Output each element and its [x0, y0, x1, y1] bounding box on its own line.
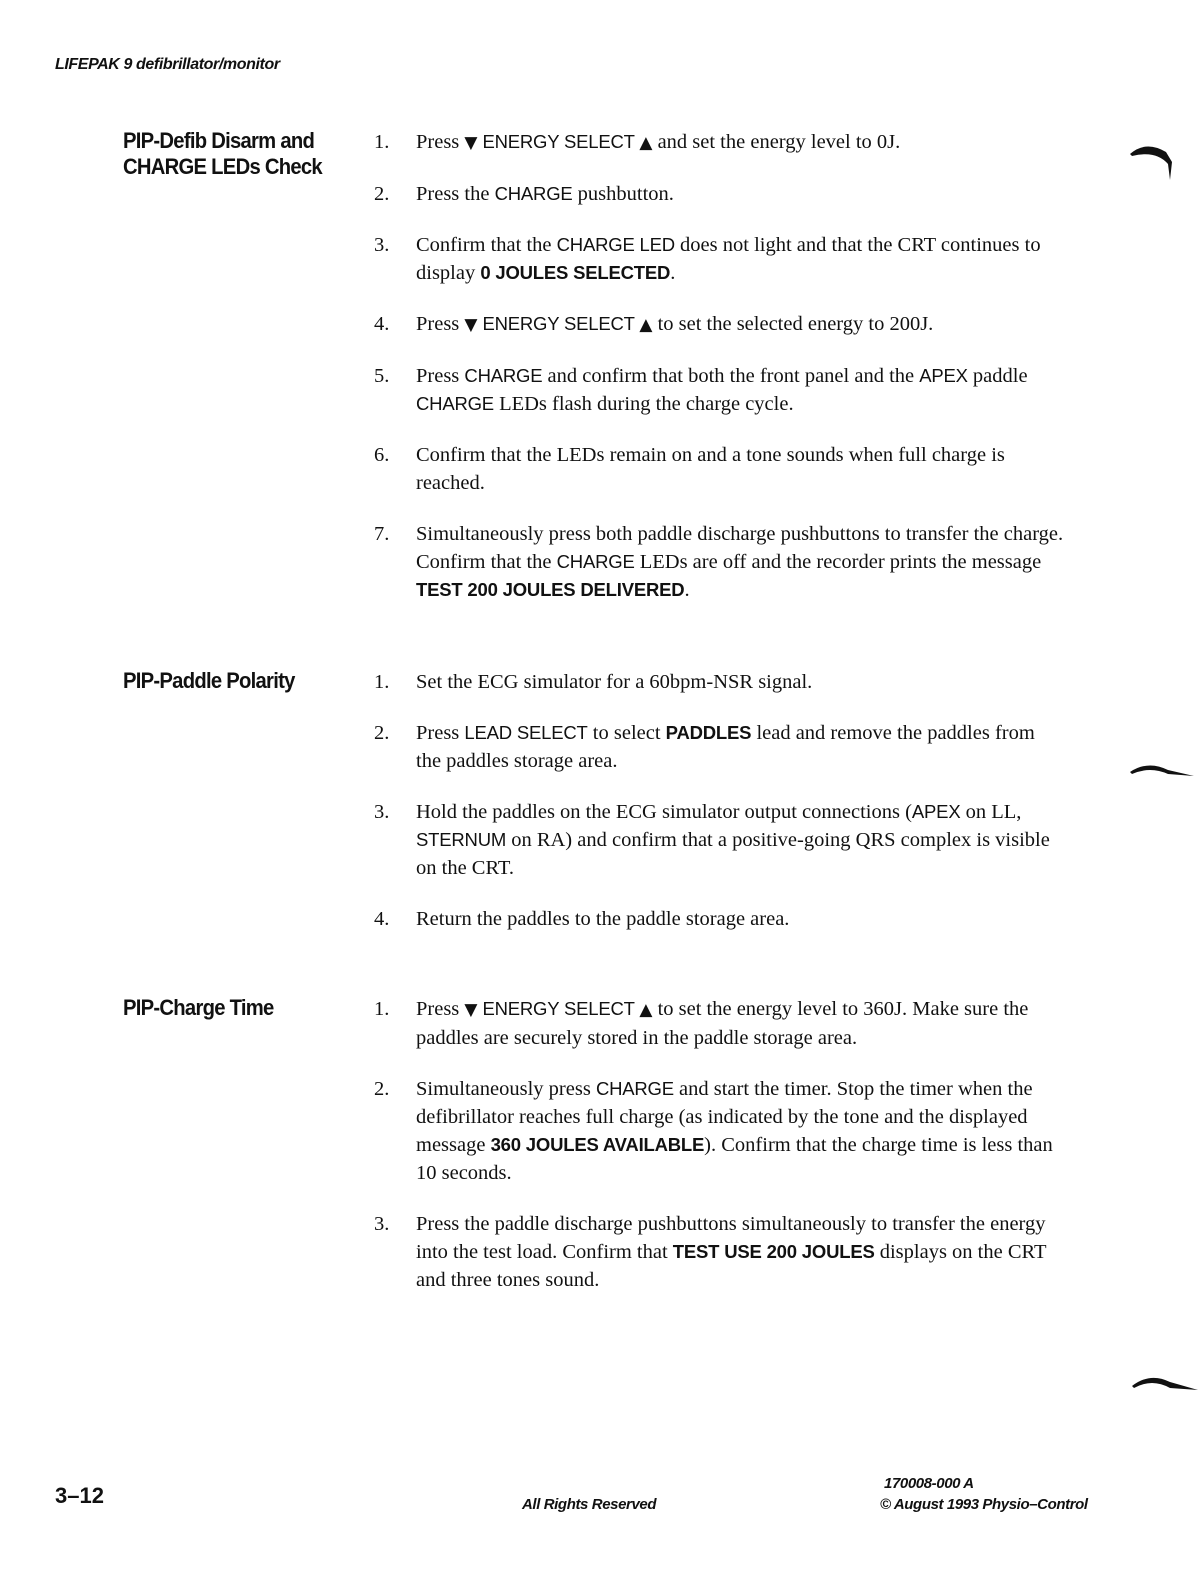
step-number: 4. — [374, 313, 390, 335]
step-text: Confirm that the — [416, 234, 557, 256]
step-text: Confirm that the LEDs remain on and a tone sounds when full charge is reached. — [416, 444, 1005, 494]
control-label: CHARGE — [464, 365, 543, 386]
binder-hole-mark-icon — [1128, 760, 1198, 785]
step-text: to set the selected energy to 200J. — [652, 313, 934, 335]
running-header: LIFEPAK 9 defibrillator/monitor — [55, 56, 280, 73]
control-label: ENERGY SELECT — [477, 998, 640, 1019]
step-text: Simultaneously press — [416, 1078, 596, 1100]
section-title: PIP-Charge Time — [123, 995, 274, 1020]
control-label: CHARGE — [556, 551, 635, 572]
step-text: lead and remove the paddles from the paddles storage area. — [416, 722, 1035, 772]
step-item — [374, 231, 1064, 287]
step-item — [374, 719, 1064, 775]
step-text: and confirm that both the front panel and the — [542, 365, 920, 387]
step-list — [374, 995, 1064, 1317]
control-label: ENERGY SELECT — [477, 313, 640, 334]
up-triangle-icon: ▲ — [639, 133, 653, 153]
control-label: CHARGE LED — [556, 234, 675, 255]
step-text: to set the energy level to 360J. Make sure the paddles are securely stored in the paddle storage area. — [416, 998, 1029, 1049]
display-message: TEST USE 200 JOULES — [672, 1241, 875, 1262]
step-item — [374, 180, 1064, 208]
display-message: 0 JOULES SELECTED — [480, 262, 671, 283]
step-item — [374, 798, 1064, 882]
copyright-text: © August 1993 Physio–Control — [880, 1496, 1088, 1513]
control-label: LEAD SELECT — [464, 722, 588, 743]
step-text: . — [670, 262, 676, 284]
step-text: and set the energy level to 0J. — [652, 131, 901, 153]
step-item — [374, 1075, 1064, 1187]
step-text: Press the paddle discharge pushbuttons simultaneously to transfer the energy into the test load. Confirm that — [416, 1213, 1046, 1263]
step-text: Return the paddles to the paddle storage area. — [416, 908, 790, 930]
step-number: 1. — [374, 131, 390, 153]
step-list — [374, 128, 1064, 627]
step-list — [374, 668, 1064, 956]
step-text: LEDs flash during the charge cycle. — [493, 393, 794, 415]
document-number: 170008-000 A — [884, 1475, 974, 1492]
step-number: 2. — [374, 722, 390, 744]
display-message: TEST 200 JOULES DELIVERED — [416, 579, 685, 600]
step-item — [374, 128, 1064, 157]
step-text: paddle — [967, 365, 1028, 387]
step-number: 3. — [374, 234, 390, 256]
control-label: CHARGE — [416, 393, 494, 414]
control-label: ENERGY SELECT — [477, 131, 640, 152]
control-label: CHARGE — [595, 1078, 674, 1099]
display-message: PADDLES — [665, 722, 752, 743]
page-number: 3–12 — [55, 1483, 104, 1508]
control-label: CHARGE — [494, 183, 573, 204]
step-number: 1. — [374, 671, 390, 693]
step-number: 2. — [374, 1078, 390, 1100]
step-text: pushbutton. — [572, 183, 674, 205]
step-text: LEDs are off and the recorder prints the message — [634, 551, 1042, 573]
step-item — [374, 1210, 1064, 1294]
section-title: PIP-Paddle Polarity — [123, 668, 295, 693]
step-text: on LL, — [960, 801, 1022, 823]
step-text: Simultaneously press both paddle discharge pushbuttons to transfer the charge. Confirm that the — [416, 523, 1064, 573]
step-text: Press — [416, 998, 465, 1020]
step-text: Press — [416, 722, 465, 744]
step-item — [374, 362, 1064, 418]
step-text: Hold the paddles on the ECG simulator output connections ( — [416, 801, 912, 823]
step-text: Set the ECG simulator for a 60bpm-NSR signal. — [416, 671, 813, 693]
step-item — [374, 520, 1064, 604]
step-number: 6. — [374, 444, 390, 466]
step-text: Press — [416, 313, 465, 335]
step-number: 3. — [374, 1213, 390, 1235]
display-message: 360 JOULES AVAILABLE — [490, 1134, 705, 1155]
step-number: 5. — [374, 365, 390, 387]
step-text: Press — [416, 365, 465, 387]
control-label: STERNUM — [416, 829, 507, 850]
step-text: Press the — [416, 183, 495, 205]
up-triangle-icon: ▲ — [639, 1000, 653, 1020]
step-item — [374, 905, 1064, 933]
step-text: displays on the CRT and three tones sound. — [416, 1241, 1047, 1291]
control-label: APEX — [911, 801, 961, 822]
step-text: to select — [587, 722, 666, 744]
step-number: 1. — [374, 998, 390, 1020]
down-triangle-icon: ▼ — [464, 133, 478, 153]
step-item — [374, 441, 1064, 497]
step-item — [374, 995, 1064, 1052]
section-title: PIP-Defib Disarm and CHARGE LEDs Check — [123, 128, 322, 179]
step-number: 2. — [374, 183, 390, 205]
step-number: 4. — [374, 908, 390, 930]
step-item — [374, 668, 1064, 696]
rights-text: All Rights Reserved — [522, 1496, 657, 1513]
step-text: Press — [416, 131, 465, 153]
step-number: 7. — [374, 523, 390, 545]
control-label: APEX — [919, 365, 968, 386]
step-item — [374, 310, 1064, 339]
step-text: does not light and that the CRT continues to display — [416, 234, 1041, 284]
step-text: ). Confirm that the charge time is less than 10 seconds. — [416, 1134, 1053, 1184]
up-triangle-icon: ▲ — [639, 315, 653, 335]
down-triangle-icon: ▼ — [464, 1000, 478, 1020]
binder-hole-mark-icon — [1128, 140, 1178, 185]
step-text: . — [684, 579, 690, 601]
step-text: on RA) and confirm that a positive-going QRS complex is visible on the CRT. — [416, 829, 1050, 879]
binder-hole-mark-icon — [1130, 1372, 1200, 1402]
step-number: 3. — [374, 801, 390, 823]
down-triangle-icon: ▼ — [464, 315, 478, 335]
step-text: and start the timer. Stop the timer when the defibrillator reaches full charge (as indicated by the tone and the displayed message — [416, 1078, 1033, 1156]
